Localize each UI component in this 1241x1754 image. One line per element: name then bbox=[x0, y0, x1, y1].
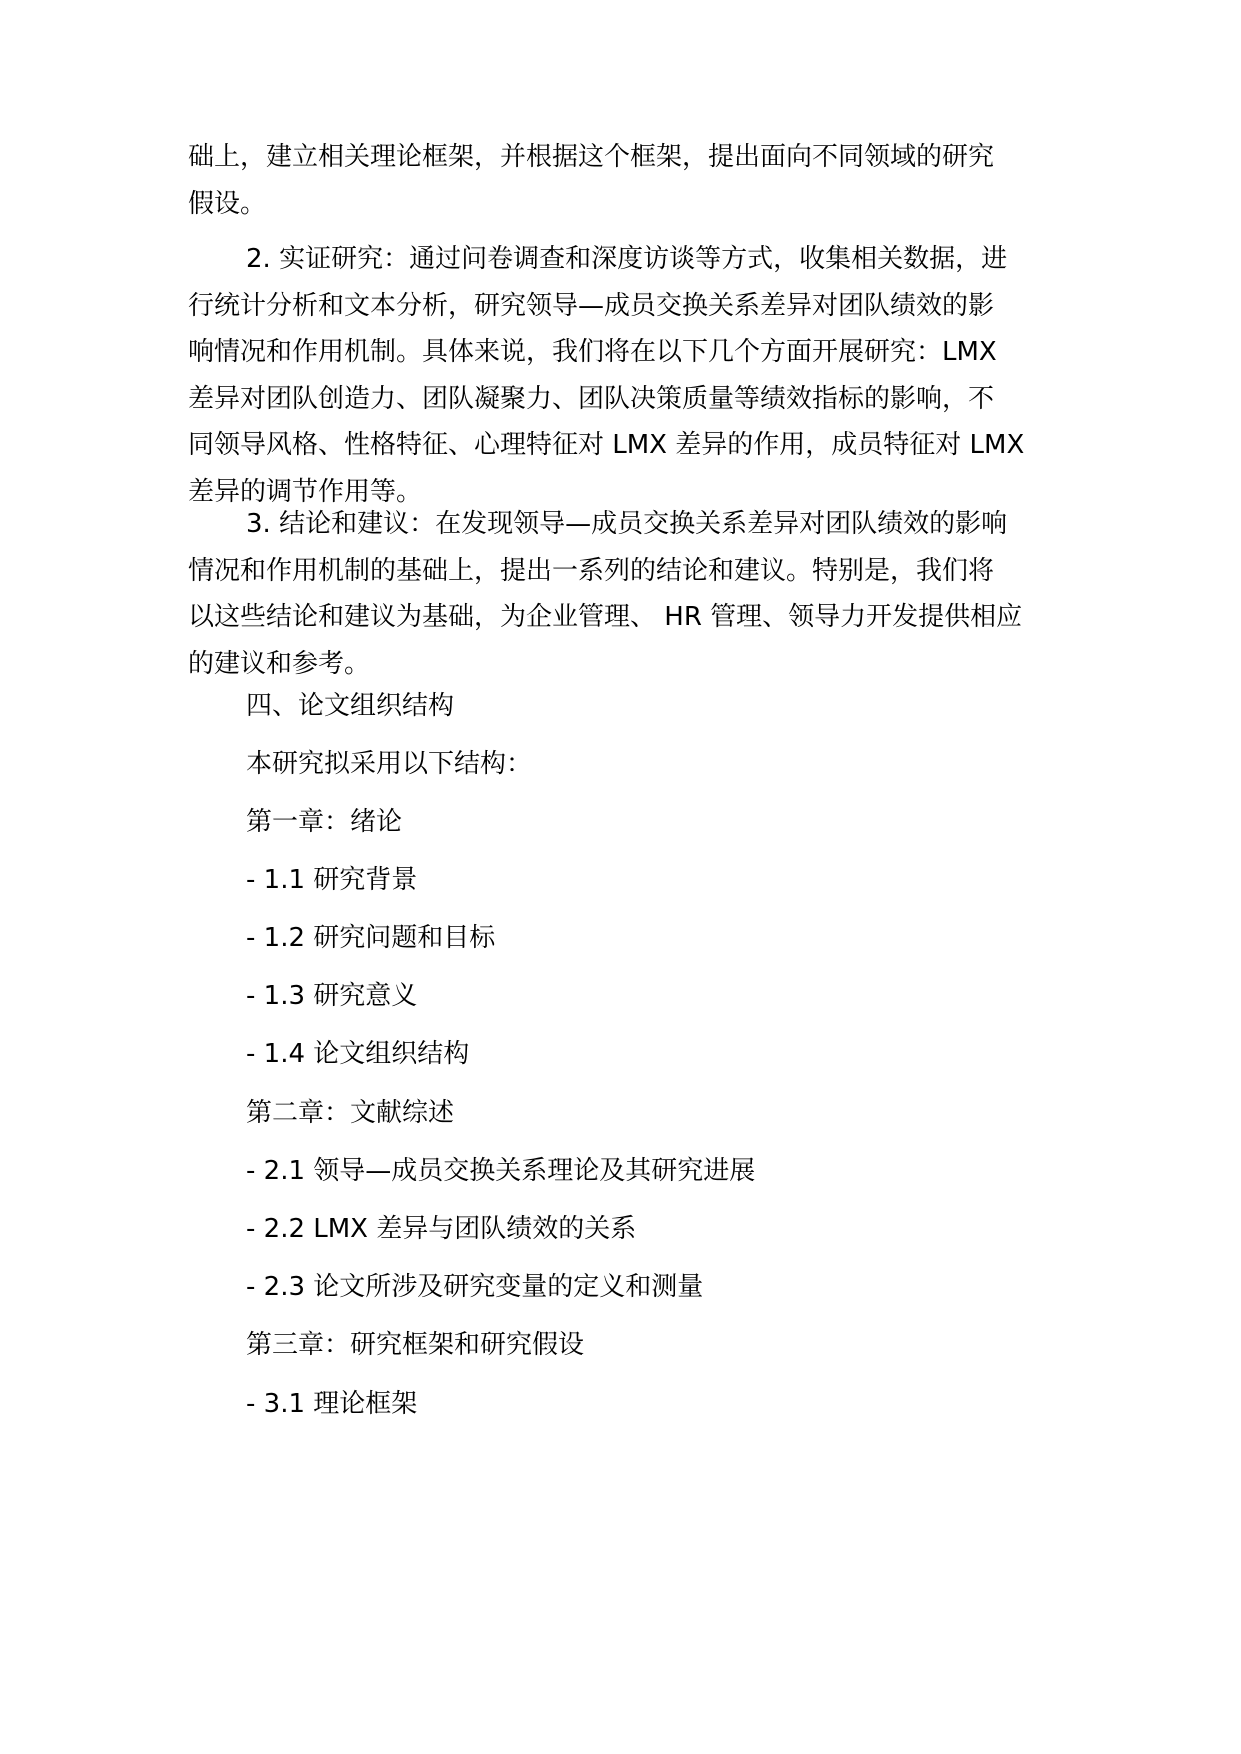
chapter-heading: 第二章：文献综述 bbox=[246, 1098, 455, 1128]
outline-subitem: - 2.1 领导—成员交换关系理论及其研究进展 bbox=[246, 1156, 756, 1186]
outline-subitem: - 1.1 研究背景 bbox=[246, 865, 418, 895]
outline-subitem: - 2.2 LMX 差异与团队绩效的关系 bbox=[246, 1214, 637, 1244]
text-line: 响情况和作用机制。具体来说，我们将在以下几个方面开展研究：LMX bbox=[188, 337, 997, 367]
chapter-heading: 第一章：绪论 bbox=[246, 807, 403, 837]
text-line: 同领导风格、性格特征、心理特征对 LMX 差异的作用，成员特征对 LMX bbox=[188, 430, 1025, 460]
text-line: 行统计分析和文本分析，研究领导—成员交换关系差异对团队绩效的影 bbox=[188, 290, 995, 321]
outline-subitem: - 2.3 论文所涉及研究变量的定义和测量 bbox=[246, 1272, 704, 1302]
paragraph-empirical-research bbox=[188, 236, 1068, 515]
text-line: 情况和作用机制的基础上，提出一系列的结论和建议。特别是，我们将 bbox=[188, 555, 995, 586]
text-line: 础上，建立相关理论框架，并根据这个框架，提出面向不同领域的研究 bbox=[188, 142, 995, 172]
paragraph-conclusions bbox=[188, 501, 1068, 687]
outline-intro: 本研究拟采用以下结构： bbox=[246, 749, 533, 779]
outline-subitem: - 1.4 论文组织结构 bbox=[246, 1039, 470, 1069]
text-line: 的建议和参考。 bbox=[188, 648, 371, 679]
paragraph-continuation bbox=[188, 134, 1068, 227]
text-line: 假设。 bbox=[188, 188, 267, 219]
text-line: 差异对团队创造力、团队凝聚力、团队决策质量等绩效指标的影响，不 bbox=[188, 383, 995, 414]
text-line: 2. 实证研究：通过问卷调查和深度访谈等方式，收集相关数据，进 bbox=[246, 244, 1008, 274]
text-line: 3. 结论和建议：在发现领导—成员交换关系差异对团队绩效的影响 bbox=[246, 509, 1008, 539]
outline-subitem: - 1.3 研究意义 bbox=[246, 981, 418, 1011]
section-heading: 四、论文组织结构 bbox=[246, 691, 455, 721]
chapter-heading: 第三章：研究框架和研究假设 bbox=[246, 1330, 585, 1360]
text-line: 差异的调节作用等。 bbox=[188, 476, 423, 507]
text-line: 以这些结论和建议为基础，为企业管理、 HR 管理、领导力开发提供相应 bbox=[188, 602, 1023, 632]
outline-subitem: - 1.2 研究问题和目标 bbox=[246, 923, 496, 953]
outline-subitem: - 3.1 理论框架 bbox=[246, 1389, 418, 1419]
